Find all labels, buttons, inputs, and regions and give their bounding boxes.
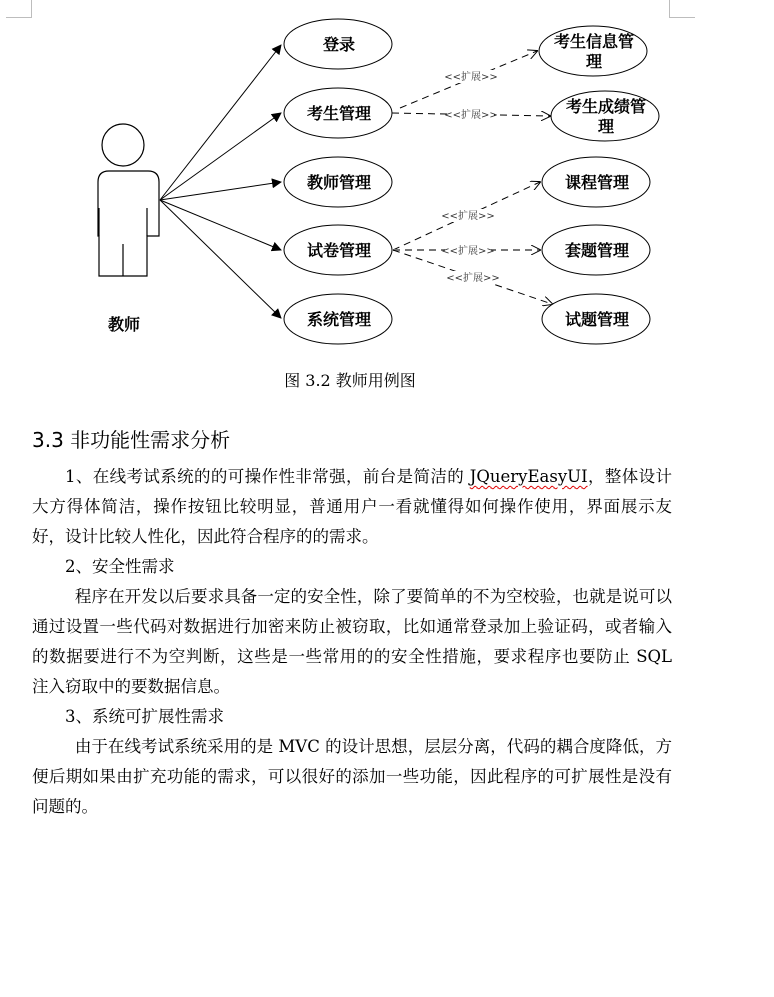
usecase-system-mgmt-label: 系统管理 bbox=[306, 310, 372, 329]
assoc-student-mgmt bbox=[160, 113, 281, 200]
paragraph-1-pre: 1、在线考试系统的的可操作性非常强，前台是简洁的 bbox=[65, 467, 470, 486]
usecase-set-mgmt-label: 套题管理 bbox=[564, 241, 630, 260]
usecase-student-score-label-1: 考生成绩管 bbox=[565, 97, 647, 116]
paragraph-3: 由于在线考试系统采用的是 MVC 的设计思想，层层分离，代码的耦合度降低，方便后期如果由扩充功能的需求，可以很好的添加一些功能，因此程序的可扩展性是没有问题的。 bbox=[32, 737, 672, 816]
usecase-student-info-label-1: 考生信息管 bbox=[553, 32, 635, 51]
usecase-student-mgmt-label: 考生管理 bbox=[306, 104, 372, 123]
actor-teacher-icon bbox=[98, 124, 159, 276]
paragraph-2: 程序在开发以后要求具备一定的安全性，除了要简单的不为空校验，也就是说可以通过设置一些代码对数据进行加密来防止被窃取，比如通常登录加上验证码，或者输入的数据要进行不为空判断，这些是一些常用的的安全性措施，要求程序也要防止 SQL 注入窃取中的要数据信息。 bbox=[32, 587, 672, 696]
extend-label: <<扩展>> bbox=[441, 211, 495, 222]
use-case-diagram bbox=[0, 0, 774, 360]
extend-label: <<扩展>> bbox=[444, 72, 498, 83]
figure-caption bbox=[0, 368, 700, 391]
paragraph-1-post: ，整体设计大方得体简洁，操作按钮比较明显，普通用户一看就懂得如何操作使用，界面展示友好，设计比较人性化，因此符合程序的的需求。 bbox=[32, 467, 672, 546]
usecase-student-score-label-2: 理 bbox=[597, 117, 615, 136]
paragraph-1 bbox=[32, 462, 672, 552]
extend-label: <<扩展>> bbox=[446, 273, 500, 284]
item-3-heading: 3、系统可扩展性需求 bbox=[65, 707, 224, 726]
figure-caption-text: 图 3.2 教师用例图 bbox=[284, 371, 416, 390]
usecase-paper-mgmt-label: 试卷管理 bbox=[306, 241, 372, 260]
usecase-student-info-label-2: 理 bbox=[585, 52, 603, 71]
assoc-system-mgmt bbox=[160, 200, 281, 318]
assoc-teacher-mgmt bbox=[160, 182, 281, 200]
actor-label: 教师 bbox=[107, 315, 141, 334]
extend-label: <<扩展>> bbox=[444, 110, 498, 121]
section-body bbox=[32, 462, 672, 822]
usecase-question-mgmt-label: 试题管理 bbox=[564, 310, 630, 329]
assoc-login bbox=[160, 45, 281, 200]
usecase-login-label: 登录 bbox=[322, 35, 356, 54]
spellcheck-term: JQueryEasyUI bbox=[469, 467, 588, 486]
association-lines bbox=[160, 45, 281, 318]
assoc-paper-mgmt bbox=[160, 200, 281, 250]
section-heading: 3.3 非功能性需求分析 bbox=[32, 428, 231, 452]
usecase-course-mgmt-label: 课程管理 bbox=[564, 173, 630, 192]
extend-label: <<扩展>> bbox=[441, 246, 495, 257]
usecase-teacher-mgmt-label: 教师管理 bbox=[306, 173, 372, 192]
item-2-heading: 2、安全性需求 bbox=[65, 557, 175, 576]
